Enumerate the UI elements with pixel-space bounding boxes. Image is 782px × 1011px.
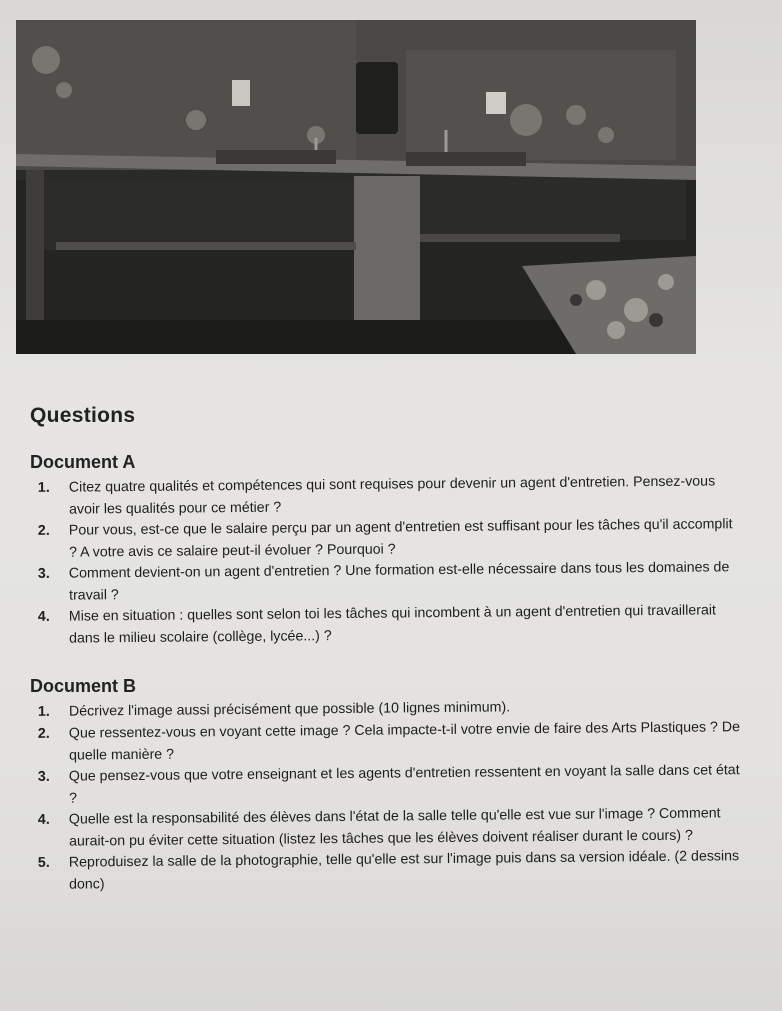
question-text: Comment devient-on un agent d'entretien ? Une formation est-elle nécessaire dans tous les domaines de travail ? <box>68 559 730 604</box>
list-item <box>30 557 742 607</box>
question-number: 4. <box>37 608 50 625</box>
question-text: Décrivez l'image aussi précisément que possible (10 lignes minimum). <box>68 699 511 720</box>
list-item <box>30 803 742 853</box>
question-number: 2. <box>37 522 50 539</box>
question-number: 3. <box>37 768 50 785</box>
sink-counter-photo <box>16 20 696 354</box>
list-item <box>30 471 742 521</box>
document-a-title: Document A <box>30 452 136 472</box>
question-number: 1. <box>37 479 50 496</box>
list-item <box>30 717 742 767</box>
question-number: 5. <box>37 854 50 871</box>
question-text: Quelle est la responsabilité des élèves dans l'état de la salle telle qu'elle est vue sur l'image ? Comment aurait-on pu éviter cette situation (listez les tâches que les élèves doivent réaliser durant le cours) ? <box>68 804 721 849</box>
document-b-title: Document B <box>30 676 137 696</box>
question-number: 2. <box>37 725 50 742</box>
document-b-questions <box>30 699 742 896</box>
question-text: Pour vous, est-ce que le salaire perçu par un agent d'entretien est suffisant pour les tâches qu'il accomplit ? A votre avis ce salaire peut-il évoluer ? Pourquoi ? <box>68 516 733 561</box>
photo-pillar <box>354 176 420 326</box>
question-text: Mise en situation : quelles sont selon toi les tâches qui incombent à un agent d'entretien qui travaillerait dans le milieu scolaire (collège, lycée...) ? <box>68 602 716 647</box>
list-item <box>30 514 742 564</box>
question-text: Citez quatre qualités et compétences qui sont requises pour devenir un agent d'entretien. Pensez-vous avoir les qualités pour ce métier ? <box>68 473 716 518</box>
list-item <box>30 846 742 896</box>
question-text: Que pensez-vous que votre enseignant et les agents d'entretien ressentent en voyant la salle dans cet état ? <box>68 761 740 806</box>
photo-soap-dispenser <box>232 80 250 106</box>
list-item <box>30 600 742 650</box>
photo-towel-dispenser <box>356 62 398 134</box>
document-a-questions <box>30 473 742 650</box>
question-text: Reproduisez la salle de la photographie, telle qu'elle est sur l'image puis dans sa version idéale. (2 dessins donc) <box>68 847 740 892</box>
question-number: 1. <box>37 703 50 720</box>
question-number: 3. <box>37 565 50 582</box>
photo-illustration <box>16 20 696 354</box>
question-number: 4. <box>37 811 50 828</box>
questions-heading: Questions <box>30 404 136 427</box>
question-text: Que ressentez-vous en voyant cette image ? Cela impacte-t-il votre envie de faire des Arts Plastiques ? De quelle manière ? <box>68 718 741 763</box>
list-item <box>30 760 742 810</box>
